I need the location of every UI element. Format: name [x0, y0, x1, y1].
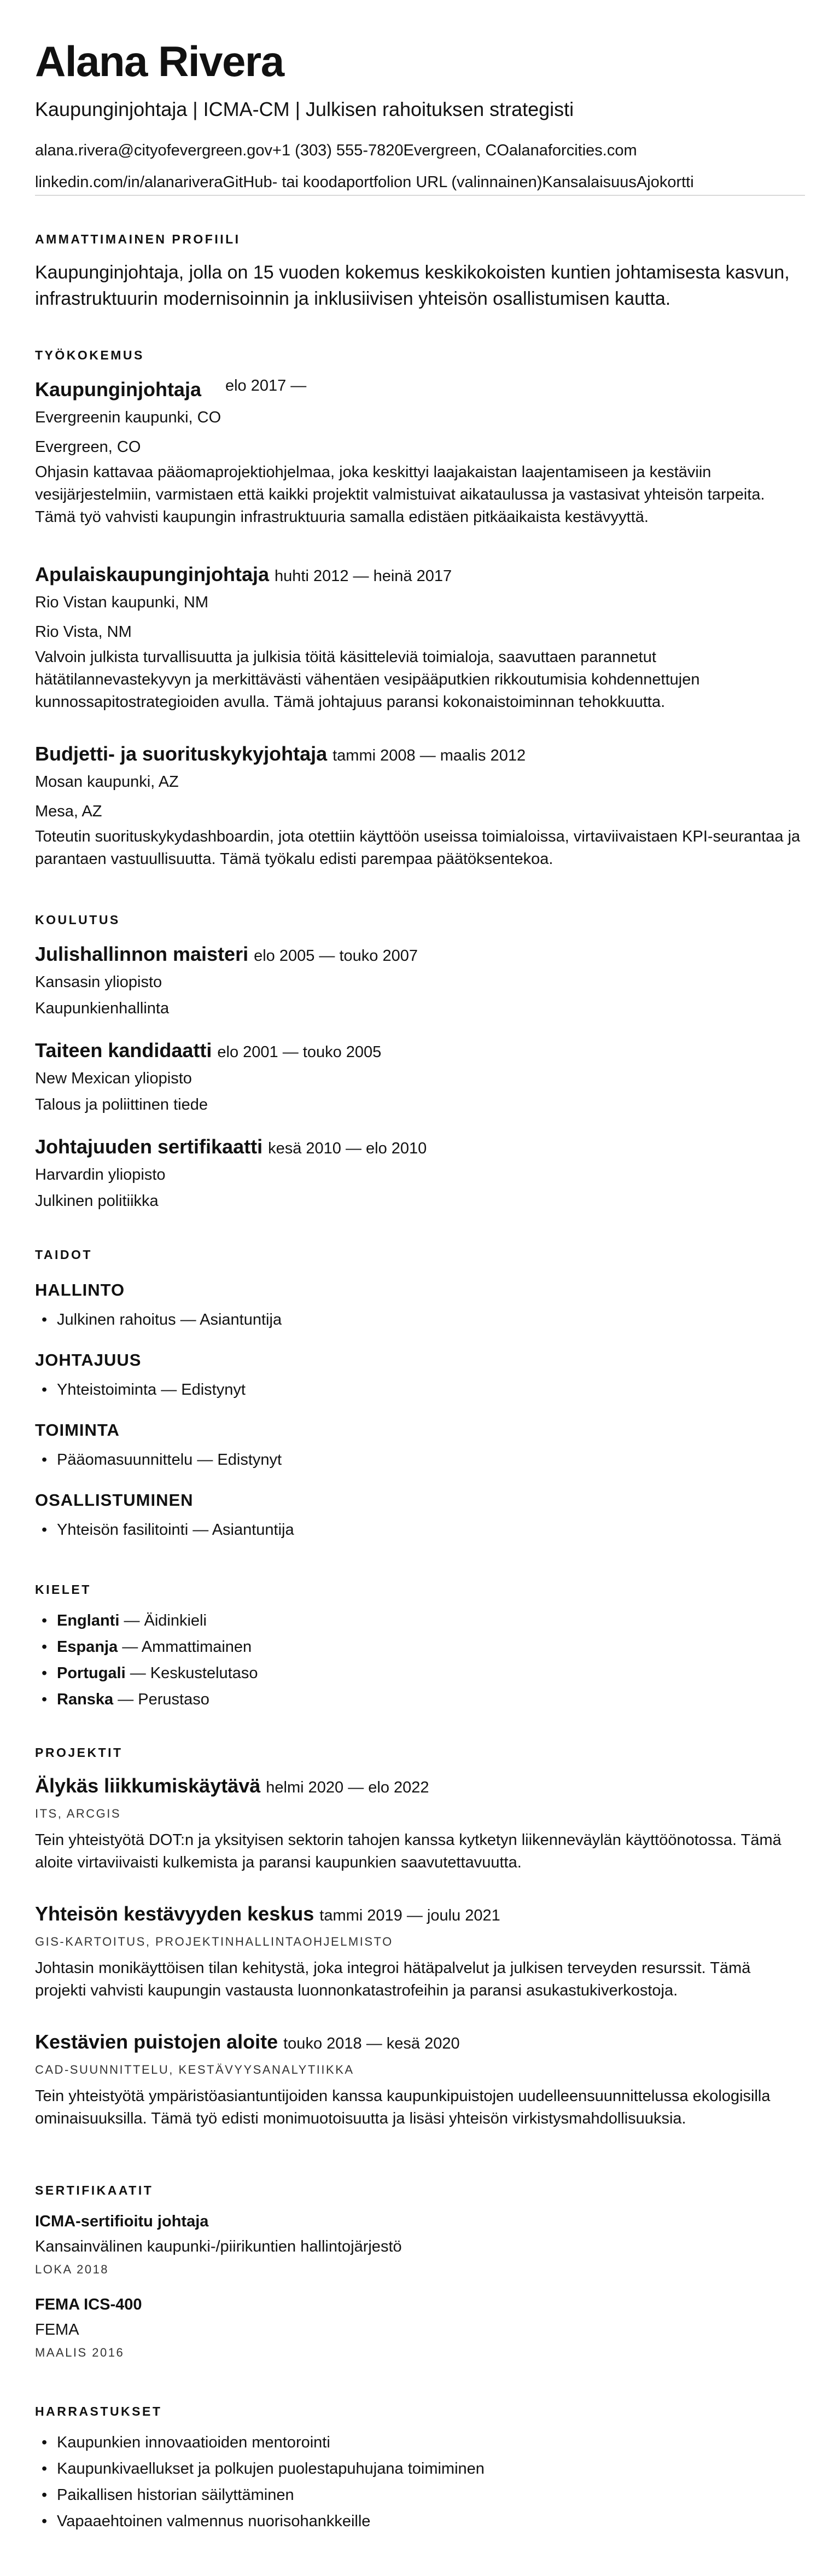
certificate-item	[35, 2209, 805, 2279]
degree-title: Taiteen kandidaatti	[35, 1039, 212, 1061]
project-dates: touko 2018 — kesä 2020	[283, 2035, 460, 2052]
language-item	[35, 1608, 805, 1634]
degree-dates: elo 2005 — touko 2007	[254, 947, 418, 965]
education-item	[35, 941, 805, 1022]
section-heading-skills: TAIDOT	[35, 1248, 92, 1262]
school-name: Harvardin yliopisto	[35, 1166, 166, 1183]
headline: Kaupunginjohtaja | ICMA-CM | Julkisen rahoituksen strategisti	[35, 98, 574, 120]
job-description: Toteutin suorituskykydashboardin, jota otettiin käyttöön useissa toimialoissa, virtaviivaistaen KPI-seurantaa ja parantaen vastuullisuutta. Tämä työkalu edisti parempaa päätöksentekoa.	[35, 828, 801, 868]
section-heading-languages: KIELET	[35, 1582, 91, 1597]
section-heading-interests: HARRASTUKSET	[35, 2404, 162, 2418]
job-dates: tammi 2008 — maalis 2012	[332, 747, 526, 764]
language-item	[35, 1660, 805, 1686]
skill-item: • Pääomasuunnittelu — Edistynyt	[35, 1447, 805, 1473]
language-item	[35, 1634, 805, 1660]
skill-category: TOIMINTA	[35, 1420, 120, 1440]
job-title: Apulaiskaupunginjohtaja	[35, 563, 270, 585]
interest-item: • Vapaaehtoinen valmennus nuorisohankkeille	[35, 2508, 805, 2534]
field-of-study: Kaupunkienhallinta	[35, 1000, 170, 1017]
job-organization: Mosan kaupunki, AZ	[35, 773, 179, 791]
school-name: New Mexican yliopisto	[35, 1070, 192, 1087]
contact-line-2: linkedin.com/in/alanariveraGitHub- tai koodaportfolion URL (valinnainen)KansalaisuusAjokortti	[35, 173, 694, 191]
project-keywords: GIS-KARTOITUS, PROJEKTINHALLINTAOHJELMISTO	[35, 1935, 393, 1948]
education-item	[35, 1037, 805, 1118]
project-title: Älykäs liikkumiskäytävä	[35, 1774, 261, 1797]
project-description: Tein yhteistyötä DOT:n ja yksityisen sektorin tahojen kanssa kytketyn liikenneväylän käyttöönotossa. Tämä aloite virtaviivaisti kulkemista ja paransi kaupunkien saavutettavuutta.	[35, 1831, 781, 1871]
section-heading-profile: AMMATTIMAINEN PROFIILI	[35, 232, 241, 246]
project-description: Tein yhteistyötä ympäristöasiantuntijoiden kanssa kaupunkipuistojen uudelleensuunnittelussa ekologisilla ominaisuuksilla. Tämä työ edisti monimuotoisuutta ja lisäsi yhteisön virkistysmahdollisuuksia.	[35, 2087, 771, 2127]
project-title: Yhteisön kestävyyden keskus	[35, 1902, 314, 1925]
interest-list	[35, 2429, 805, 2534]
section-heading-certificates: SERTIFIKAATIT	[35, 2183, 154, 2197]
language-name: Espanja	[57, 1638, 118, 1656]
skill-item: • Julkinen rahoitus — Asiantuntija	[35, 1307, 805, 1333]
job-description: Valvoin julkista turvallisuutta ja julkisia töitä käsitteleviä toimialoja, saavuttaen parannetut hätätilannevastekyvyn ja merkittävästi vähentäen vesipääputkien rikkoutumisia kohdennettujen kunnossapitostrategioiden avulla. Tämä johtajuus paransi kokonaistoiminnan tehokkuutta.	[35, 648, 700, 711]
job-description: Ohjasin kattavaa pääomaprojektiohjelmaa, joka keskittyi laajakaistan laajentamiseen ja kestäviin vesijärjestelmiin, varmistaen että kaikki projektit valmistuivat aikataulussa ja vastasivat yhteisön tarpeita. Tämä työ vahvisti kaupungin infrastruktuuria samalla edistäen pitkäaikaista kestävyyttä.	[35, 463, 765, 526]
education-item	[35, 1134, 805, 1214]
skill-group	[35, 1488, 805, 1543]
project-dates: tammi 2019 — joulu 2021	[319, 1907, 500, 1924]
job-organization: Rio Vistan kaupunki, NM	[35, 594, 209, 611]
degree-title: Johtajuuden sertifikaatti	[35, 1135, 263, 1158]
skill-group	[35, 1278, 805, 1333]
job-organization: Evergreenin kaupunki, CO	[35, 409, 221, 426]
experience-item	[35, 561, 805, 713]
language-list	[35, 1608, 805, 1713]
profile-summary: Kaupunginjohtaja, jolla on 15 vuoden kokemus keskikokoisten kuntien johtamisesta kasvun, infrastruktuurin modernisoinnin ja inklusiivisen yhteisön osallistumisen kautta.	[35, 262, 790, 309]
contact-line-1: alana.rivera@cityofevergreen.gov+1 (303) 555-7820Evergreen, COalanaforcities.com	[35, 142, 637, 159]
school-name: Kansasin yliopisto	[35, 973, 162, 991]
job-dates: elo 2017 —	[225, 377, 307, 394]
field-of-study: Julkinen politiikka	[35, 1192, 159, 1210]
certificate-title: FEMA ICS-400	[35, 2296, 142, 2313]
skill-item: • Yhteisön fasilitointi — Asiantuntija	[35, 1517, 805, 1543]
skill-group	[35, 1348, 805, 1403]
project-description: Johtasin monikäyttöisen tilan kehitystä, joka integroi hätäpalvelut ja julkisen terveyden resurssit. Tämä projekti vahvisti kaupungin vastausta luonnonkatastrofeihin ja paransi asukastukiverkostoja.	[35, 1959, 751, 1999]
project-title: Kestävien puistojen aloite	[35, 2030, 278, 2053]
language-name: Portugali	[57, 1664, 126, 1682]
language-level: — Äidinkieli	[119, 1612, 207, 1629]
project-keywords: CAD-SUUNNITTELU, KESTÄVYYSANALYTIIKKA	[35, 2063, 354, 2076]
interest-item: • Paikallisen historian säilyttäminen	[35, 2482, 805, 2508]
project-item	[35, 1901, 805, 2002]
certificate-item	[35, 2293, 805, 2363]
skill-category: JOHTAJUUS	[35, 1350, 142, 1370]
field-of-study: Talous ja poliittinen tiede	[35, 1096, 208, 1113]
language-item	[35, 1686, 805, 1713]
interest-item: • Kaupunkien innovaatioiden mentorointi	[35, 2429, 805, 2456]
language-name: Ranska	[57, 1691, 114, 1708]
skill-item: • Yhteistoiminta — Edistynyt	[35, 1377, 805, 1403]
job-title: Kaupunginjohtaja	[35, 378, 201, 401]
section-heading-projects: PROJEKTIT	[35, 1745, 123, 1760]
experience-item	[35, 376, 805, 529]
job-location: Evergreen, CO	[35, 438, 141, 456]
certificate-issuer: Kansainvälinen kaupunki-/piirikuntien hallintojärjestö	[35, 2238, 402, 2255]
interest-item: • Kaupunkivaellukset ja polkujen puolestapuhujana toimiminen	[35, 2456, 805, 2482]
experience-item	[35, 741, 805, 871]
job-title: Budjetti- ja suorituskykyjohtaja	[35, 742, 328, 765]
header-divider	[35, 195, 805, 196]
degree-dates: kesä 2010 — elo 2010	[268, 1140, 427, 1157]
skill-category: OSALLISTUMINEN	[35, 1490, 194, 1510]
job-dates: huhti 2012 — heinä 2017	[275, 567, 452, 585]
degree-dates: elo 2001 — touko 2005	[217, 1043, 382, 1061]
language-level: — Keskustelutaso	[125, 1664, 258, 1682]
certificate-issuer: FEMA	[35, 2321, 79, 2339]
certificate-date: MAALIS 2016	[35, 2346, 125, 2359]
degree-title: Julishallinnon maisteri	[35, 943, 249, 965]
section-heading-education: KOULUTUS	[35, 913, 120, 927]
skill-group	[35, 1418, 805, 1473]
skill-category: HALLINTO	[35, 1280, 125, 1299]
language-level: — Perustaso	[113, 1691, 209, 1708]
project-dates: helmi 2020 — elo 2022	[266, 1779, 429, 1796]
project-item	[35, 2029, 805, 2130]
language-name: Englanti	[57, 1612, 120, 1629]
section-heading-experience: TYÖKOKEMUS	[35, 348, 144, 362]
certificate-date: LOKA 2018	[35, 2262, 109, 2276]
candidate-name: Alana Rivera	[35, 37, 284, 85]
job-location: Mesa, AZ	[35, 803, 102, 820]
job-location: Rio Vista, NM	[35, 623, 132, 641]
language-level: — Ammattimainen	[118, 1638, 252, 1656]
project-keywords: ITS, ARCGIS	[35, 1807, 121, 1820]
certificate-title: ICMA-sertifioitu johtaja	[35, 2213, 209, 2230]
project-item	[35, 1773, 805, 1874]
